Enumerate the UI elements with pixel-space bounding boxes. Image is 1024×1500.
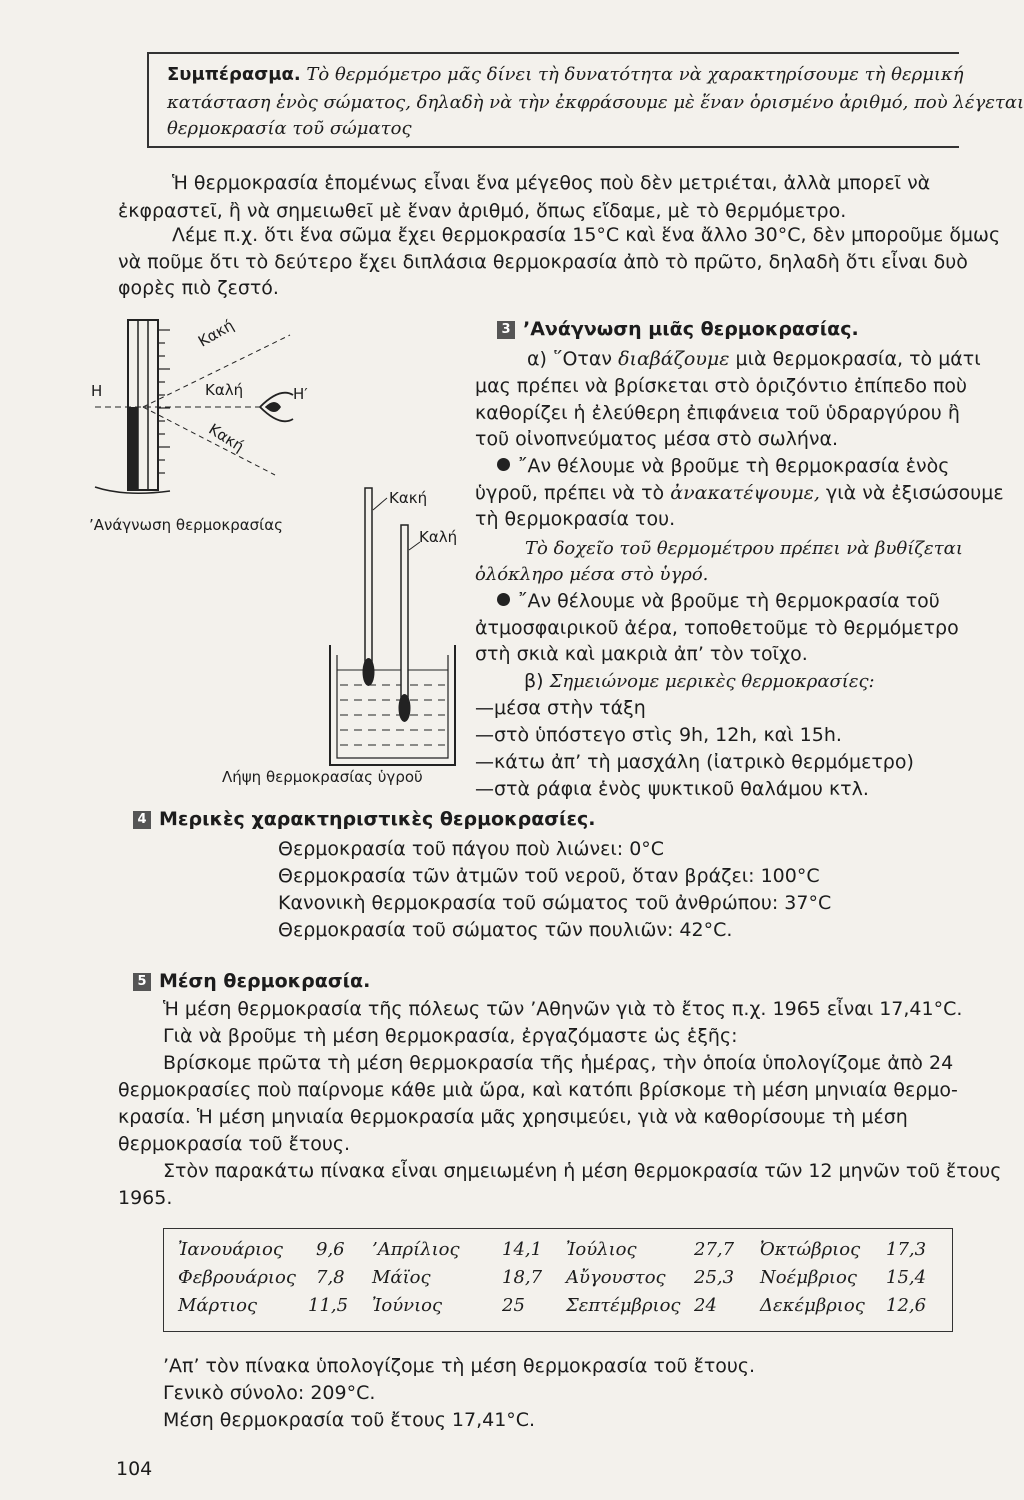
eye-icon [260, 393, 293, 422]
table-value: 9,6 [316, 1239, 345, 1260]
section3-bullet-air: ῎Αν θέλουμε νὰ βροῦμε τὴ θερμοκρασία τοῦ [497, 590, 940, 612]
summary-line: Μέση θερμοκρασία τοῦ ἔτους 17,41°C. [163, 1409, 536, 1431]
table-value: 12,6 [886, 1295, 927, 1316]
label-bad-top: Κακή [195, 315, 237, 351]
section3-b1-line: τὴ θερμοκρασία του. [475, 508, 676, 530]
summary-line: ’Απ’ τὸν πίνακα ὑπολογίζομε τὴ μέση θερμοκρασία τοῦ ἔτους. [163, 1355, 756, 1377]
section3-bullet-liquid: ῎Αν θέλουμε νὰ βροῦμε τὴ θερμοκρασία ἑνὸς [497, 455, 949, 477]
table-value: 24 [694, 1295, 717, 1316]
section5-title: Μέση θερμοκρασία. [159, 970, 371, 992]
thermometer-bad [363, 488, 375, 686]
list-item: —κάτω ἀπ’ τὴ μασχάλη (ἰατρικὸ θερμόμετρο) [475, 751, 914, 773]
label-good: Καλή [205, 381, 244, 399]
intro-line: ἐκφραστεῖ, ἢ νὰ σημειωθεῖ μὲ ἕναν ἀριθμό, ὅπως εἴδαμε, μὲ τὸ θερμόμετρο. [118, 200, 847, 222]
intro-line: νὰ ποῦμε ὅτι τὸ δεύτερο ἔχει διπλάσια θερμοκρασία ἀπὸ τὸ πρῶτο, δηλαδὴ ὅτι εἶναι δυὸ [118, 251, 968, 273]
bullet-icon [497, 458, 510, 471]
section3-note: ὁλόκληρο μέσα στὸ ὑγρό. [475, 564, 709, 585]
section5-line: 1965. [118, 1187, 173, 1209]
section5-number: 5 [133, 973, 151, 991]
intro-line: Λέμε π.χ. ὅτι ἕνα σῶμα ἔχει θερμοκρασία 15°C καὶ ἕνα ἄλλο 30°C, δὲν μποροῦμε ὅμως [172, 224, 1001, 246]
section5-line: θερμοκρασία τοῦ ἔτους. [118, 1133, 351, 1155]
section3-a-line: καθορίζει ἡ ἐλεύθερη ἐπιφάνεια τοῦ ὑδραργύρου ἢ [475, 402, 960, 424]
section3-number: 3 [497, 321, 515, 339]
intro-line: φορὲς πιὸ ζεστό. [118, 277, 279, 299]
table-value: 14,1 [502, 1239, 543, 1260]
section3-beta: β) Σημειώνομε μερικὲς θερμοκρασίες: [524, 670, 875, 692]
table-value: 15,4 [886, 1267, 927, 1288]
table-month: Αὔγουστος [566, 1267, 666, 1288]
section5-line: Ἡ μέση θερμοκρασία τῆς πόλεως τῶν ’Αθηνῶν γιὰ τὸ ἔτος π.χ. 1965 εἶναι 17,41°C. [163, 998, 963, 1020]
table-month: Ἰούλιος [566, 1239, 637, 1260]
table-month: Σεπτέμβριος [566, 1295, 681, 1316]
table-month: Ἰανουάριος [178, 1239, 283, 1260]
section4-title: Μερικὲς χαρακτηριστικὲς θερμοκρασίες. [159, 808, 596, 830]
table-value: 7,8 [316, 1267, 345, 1288]
section3-a-line: α) ῞Οταν διαβάζουμε μιὰ θερμοκρασία, τὸ μάτι [527, 348, 981, 370]
table-month: Ἰούνιος [372, 1295, 443, 1316]
table-month: ’Απρίλιος [372, 1239, 460, 1260]
page-number: 104 [116, 1458, 153, 1480]
mercury-column [128, 407, 138, 490]
section3-title: ’Ανάγνωση μιᾶς θερμοκρασίας. [523, 318, 859, 340]
table-month: Δεκέμβριος [760, 1295, 865, 1316]
section5-line: Βρίσκομε πρῶτα τὴ μέση θερμοκρασία τῆς ἡμέρας, τὴν ὁποία ὑπολογίζομε ἀπὸ 24 [163, 1052, 954, 1074]
section5-line: κρασία. Ἡ μέση μηνιαία θερμοκρασία μᾶς χρησιμεύει, γιὰ νὰ καθορίσουμε τὴ μέση [118, 1106, 908, 1128]
section3-a-line: μας πρέπει νὰ βρίσκεται στὸ ὁριζόντιο ἐπίπεδο ποὺ [475, 375, 968, 397]
table-value: 11,5 [308, 1295, 349, 1316]
table-month: Φεβρουάριος [178, 1267, 296, 1288]
table-value: 27,7 [694, 1239, 735, 1260]
table-value: 25 [502, 1295, 525, 1316]
table-month: Ὀκτώβριος [760, 1239, 861, 1260]
conclusion-line-3: θερμοκρασία τοῦ σώματος [167, 118, 412, 139]
list-item: —στὸ ὑπόστεγο στὶς 9h, 12h, καὶ 15h. [475, 724, 842, 746]
list-item: —μέσα στὴν τάξη [475, 697, 646, 719]
figure1-caption: ’Ανάγνωση θερμοκρασίας [89, 516, 283, 534]
section5-line: Στὸν παρακάτω πίνακα εἶναι σημειωμένη ἡ μέση θερμοκρασία τῶν 12 μηνῶν τοῦ ἔτους [163, 1160, 1002, 1182]
table-month: Μάρτιος [178, 1295, 258, 1316]
bullet-icon [497, 593, 510, 606]
table-month: Νοέμβριος [760, 1267, 857, 1288]
conclusion-line-2: κατάσταση ἑνὸς σώματος, δηλαδὴ νὰ τὴν ἐκφράσουμε μὲ ἕναν ὁρισμένο ἀριθμό, ποὺ λέγεται [167, 92, 1024, 113]
conclusion-label: Συμπέρασμα. [167, 64, 301, 85]
section3-heading [497, 318, 859, 340]
section5-heading [133, 970, 370, 992]
section3-b2-line: στὴ σκιὰ καὶ μακριὰ ἀπ’ τὸν τοῖχο. [475, 643, 808, 665]
summary-line: Γενικὸ σύνολο: 209°C. [163, 1382, 376, 1404]
label-h-left: Η [91, 382, 103, 400]
section5-line: Γιὰ νὰ βροῦμε τὴ μέση θερμοκρασία, ἐργαζόμαστε ὡς ἑξῆς: [163, 1025, 738, 1047]
conclusion-line-1: Συμπέρασμα. Τὸ θερμόμετρο μᾶς δίνει τὴ δυνατότητα νὰ χαρακτηρίσουμε τὴ θερμική [167, 64, 964, 85]
intro-line: Ἡ θερμοκρασία ἑπομένως εἶναι ἕνα μέγεθος ποὺ δὲν μετριέται, ἀλλὰ μπορεῖ νὰ [172, 172, 931, 194]
beaker [330, 645, 455, 765]
temperature-line: Θερμοκρασία τῶν ἀτμῶν τοῦ νεροῦ, ὅταν βράζει: 100°C [278, 865, 820, 887]
monthly-temperature-table [163, 1228, 953, 1332]
liquid-label-good: Καλή [419, 528, 458, 546]
table-value: 25,3 [694, 1267, 735, 1288]
temperature-line: Κανονικὴ θερμοκρασία τοῦ σώματος τοῦ ἀνθρώπου: 37°C [278, 892, 832, 914]
table-value: 18,7 [502, 1267, 543, 1288]
liquid-measurement-figure [325, 480, 465, 770]
table-month: Μάϊος [372, 1267, 431, 1288]
liquid-label-bad: Κακή [389, 489, 428, 507]
section5-line: θερμοκρασίες ποὺ παίρνομε κάθε μιὰ ὥρα, καὶ κατόπι βρίσκομε τὴ μέση μηνιαία θερμο- [118, 1079, 958, 1101]
list-item: —στὰ ράφια ἑνὸς ψυκτικοῦ θαλάμου κτλ. [475, 778, 869, 800]
section3-note: Τὸ δοχεῖο τοῦ θερμομέτρου πρέπει νὰ βυθίζεται [525, 538, 963, 559]
thermometer-good [399, 525, 411, 722]
section3-a-line: τοῦ οἰνοπνεύματος μέσα στὸ σωλήνα. [475, 428, 839, 450]
table-value: 17,3 [886, 1239, 927, 1260]
temperature-line: Θερμοκρασία τοῦ πάγου ποὺ λιώνει: 0°C [278, 838, 665, 860]
figure2-caption: Λήψη θερμοκρασίας ὑγροῦ [222, 768, 423, 786]
section3-b2-line: ἀτμοσφαιρικοῦ ἀέρα, τοποθετοῦμε τὸ θερμόμετρο [475, 617, 959, 639]
thermometer-reading-figure [85, 315, 300, 515]
conclusion-box [147, 52, 1024, 148]
label-bad-bottom: Κακή [205, 420, 248, 456]
label-h-right: Η′ [293, 385, 308, 403]
temperature-line: Θερμοκρασία τοῦ σώματος τῶν πουλιῶν: 42°C. [278, 919, 733, 941]
section4-number: 4 [133, 811, 151, 829]
section3-b1-line: ὑγροῦ, πρέπει νὰ τὸ ἀνακατέψουμε, γιὰ νὰ ἐξισώσουμε [475, 482, 1004, 504]
section4-heading [133, 808, 596, 830]
